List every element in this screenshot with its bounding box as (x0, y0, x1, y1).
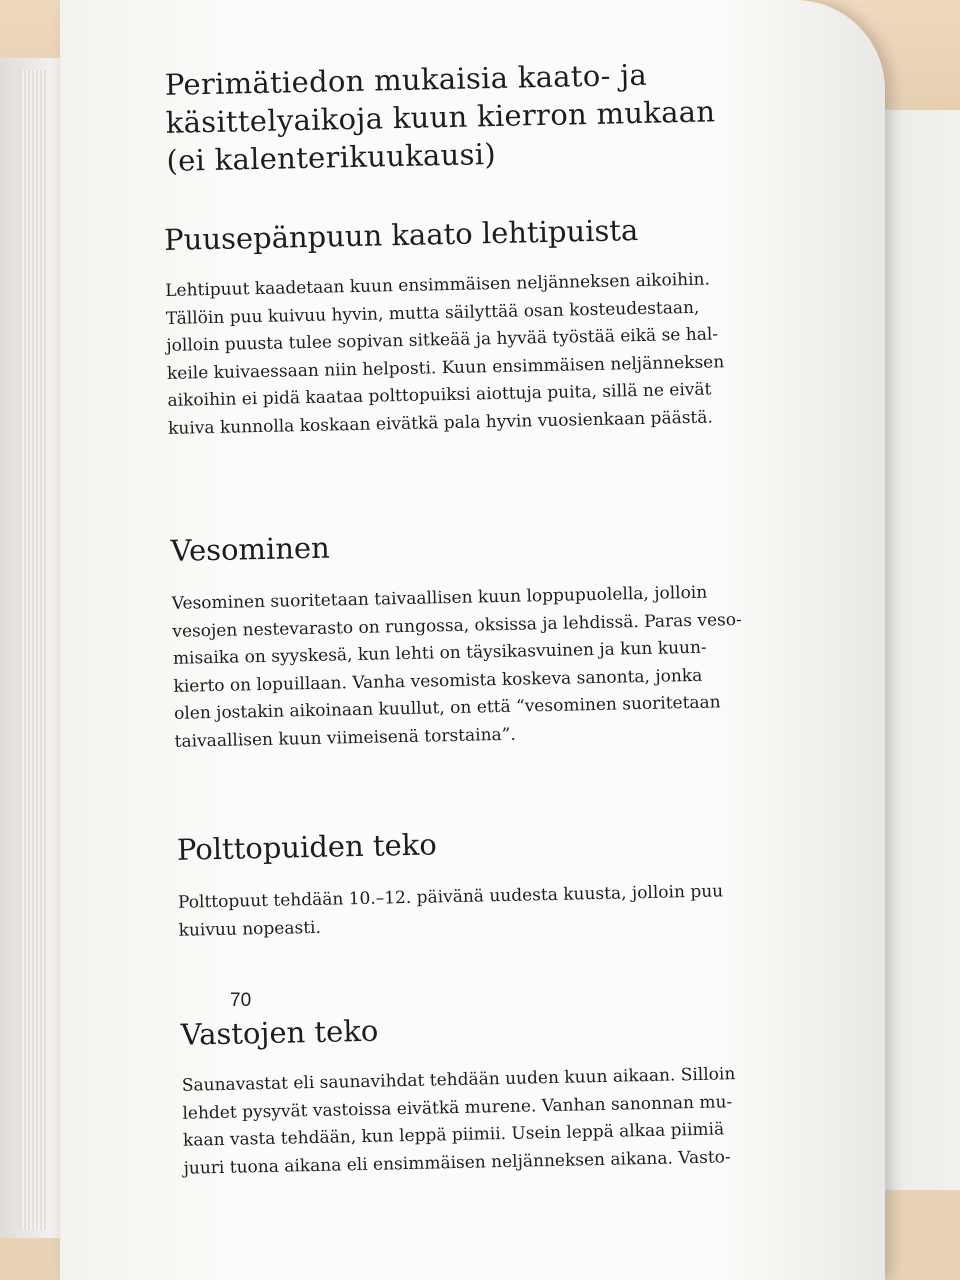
text-line: misaika on syyskesä, kun lehti on täysikasvuinen ja kun kuun- (172, 637, 707, 669)
text-line: kierto on lopuillaan. Vanha vesomista koskeva sanonta, jonka (173, 665, 703, 697)
text-line: kaan vasta tehdään, kun leppä piimii. Usein leppä alkaa piimiä (182, 1119, 725, 1151)
text-line: juuri tuona aikana eli ensimmäisen neljänneksen aikana. Vasto- (183, 1146, 731, 1179)
section-heading-vesominen: Vesominen (170, 530, 331, 568)
text-line: kuivuu nopeasti. (178, 917, 322, 941)
text-line: Polttopuut tehdään 10.–12. päivänä uudesta kuusta, jolloin puu (177, 881, 724, 913)
text-line: keile kuivaessaan niin helposti. Kuun ensimmäisen neljänneksen (166, 351, 725, 384)
section-text-vastat (182, 1059, 844, 1183)
section-heading-puusepanpuu: Puusepänpuun kaato lehtipuista (163, 213, 639, 257)
chapter-title (165, 52, 823, 180)
section-text-polttopuut (178, 876, 839, 945)
section-text-vesominen (172, 577, 835, 756)
text-line: Tällöin puu kuivuu hyvin, mutta säilyttää osan kosteudestaan, (165, 297, 700, 329)
page-stack-edge (20, 70, 48, 1230)
text-line: olen jostakin aikoinaan kuullut, on että “vesominen suoritetaan (173, 692, 721, 724)
text-line: jolloin puusta tulee sopivan sitkeää ja hyvää työstää eikä se hal- (166, 324, 719, 356)
page-content (160, 26, 844, 1183)
text-line: Lehtipuut kaadetaan kuun ensimmäisen neljänneksen aikoihin. (165, 269, 711, 301)
section-heading-polttopuut: Polttopuiden teko (176, 827, 438, 867)
text-line: kuiva kunnolla koskaan eivätkä pala hyvin vuosienkaan päästä. (167, 407, 714, 439)
text-line: Saunavastat eli saunavihdat tehdään uuden kuun aikaan. Silloin (181, 1064, 736, 1096)
chapter-title-line: (ei kalenterikuukausi) (166, 136, 497, 178)
chapter-title-line: Perimätiedon mukaisia kaato- ja (164, 57, 648, 102)
page-number: 70 (230, 990, 252, 1011)
section-text-puusepanpuu (165, 264, 828, 443)
section-heading-vastat: Vastojen teko (180, 1013, 379, 1052)
text-line: lehdet pysyvät vastoissa eivätkä murene. Vanhan sanonnan mu- (182, 1091, 733, 1124)
text-line: vesojen nestevarasto on rungossa, oksissa ja lehdissä. Paras veso- (172, 609, 742, 642)
book-page (60, 0, 885, 1280)
chapter-title-line: käsittelyaikoja kuun kierron mukaan (165, 94, 716, 140)
text-line: taivaallisen kuun viimeisenä torstaina”. (174, 724, 516, 752)
text-line: Vesominen suoritetaan taivaallisen kuun loppupuolella, jolloin (171, 582, 708, 614)
text-line: aikoihin ei pidä kaataa polttopuiksi aiottuja puita, sillä ne eivät (167, 379, 712, 411)
